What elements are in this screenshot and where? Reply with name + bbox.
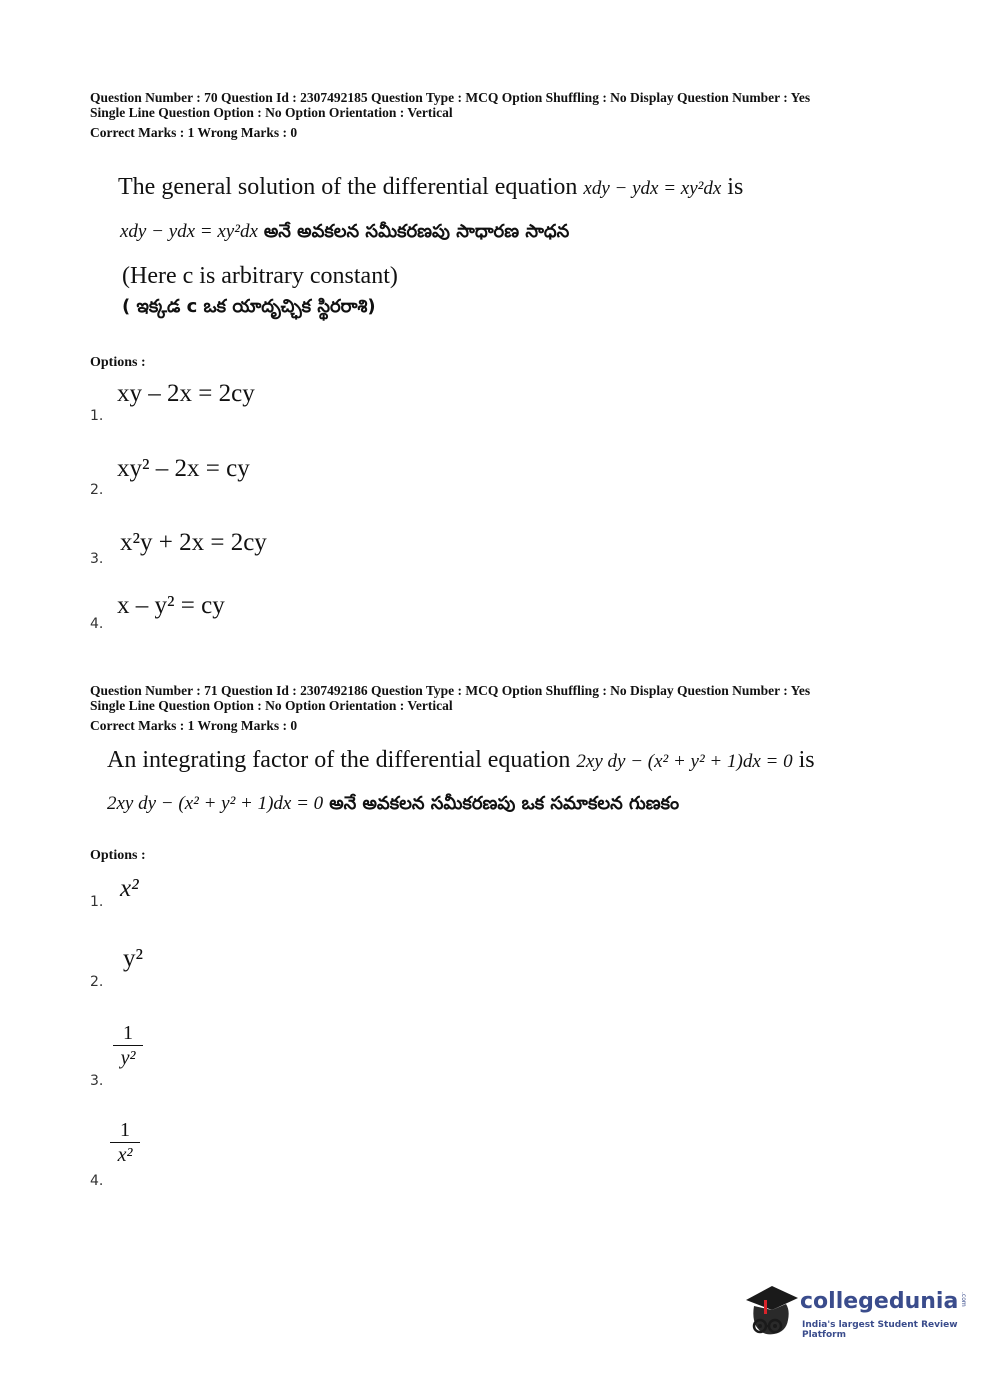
meta-line: Single Line Question Option : No Option Orientation : Vertical	[90, 105, 453, 120]
stem-text: The general solution of the differential equation	[118, 174, 578, 200]
fraction-numerator: 1	[123, 1022, 133, 1044]
option-text: y²	[123, 945, 143, 972]
question-stem-telugu	[120, 215, 569, 247]
logo-tagline: India's largest Student Review Platform	[802, 1320, 958, 1340]
stem-is: is	[798, 747, 815, 773]
question-meta	[90, 683, 970, 733]
equation: 2xy dy − (x² + y² + 1)dx = 0	[107, 793, 324, 814]
option-text: xy – 2x = 2cy	[117, 380, 255, 407]
stem-text: An integrating factor of the differential equation	[107, 747, 571, 773]
option-fraction	[113, 1022, 143, 1068]
option-text: x²	[120, 875, 139, 902]
meta-line: Question Number : 71 Question Id : 2307492186 Question Type : MCQ Option Shuffling : No Display Question Number : Yes	[90, 683, 811, 698]
meta-line: Single Line Question Option : No Option Orientation : Vertical	[90, 698, 453, 713]
graduate-mascot-icon	[742, 1284, 800, 1346]
question-stem	[118, 172, 743, 204]
equation: xdy − ydx = xy²dx	[583, 178, 722, 199]
option-2[interactable]	[0, 945, 600, 1005]
fraction-numerator: 1	[120, 1119, 130, 1141]
question-note: (Here c is arbitrary constant)	[122, 263, 398, 289]
equation: 2xy dy − (x² + y² + 1)dx = 0	[576, 751, 793, 772]
option-number: 4.	[90, 616, 104, 632]
option-number: 4.	[90, 1173, 104, 1189]
question-meta	[90, 90, 970, 140]
stem-telugu-text: అనే అవకలన సమీకరణపు సాధారణ సాధన	[263, 221, 570, 242]
option-text: xy² – 2x = cy	[117, 455, 250, 482]
stem-is: is	[727, 174, 744, 200]
option-text: x – y² = cy	[117, 592, 225, 619]
collegedunia-logo	[742, 1284, 972, 1346]
option-number: 2.	[90, 482, 104, 498]
option-2[interactable]	[0, 455, 600, 515]
fraction-denominator: x²	[117, 1144, 133, 1166]
logo-wordmark: collegedunia	[800, 1289, 959, 1314]
option-3[interactable]	[0, 529, 600, 589]
options-label: Options :	[90, 848, 146, 863]
option-number: 1.	[90, 408, 104, 424]
meta-line: Question Number : 70 Question Id : 2307492185 Question Type : MCQ Option Shuffling : No Display Question Number : Yes	[90, 90, 811, 105]
question-stem	[107, 745, 815, 777]
option-4[interactable]	[0, 1119, 600, 1189]
option-4[interactable]	[0, 592, 600, 652]
option-number: 2.	[90, 974, 104, 990]
option-1[interactable]	[0, 870, 600, 930]
stem-telugu-text: అనే అవకలన సమీకరణపు ఒక సమాకలన గుణకం	[329, 793, 680, 814]
question-stem-telugu	[107, 787, 679, 819]
meta-line: Correct Marks : 1 Wrong Marks : 0	[90, 125, 298, 140]
fraction-bar	[110, 1142, 140, 1143]
meta-line: Correct Marks : 1 Wrong Marks : 0	[90, 718, 298, 733]
options-label: Options :	[90, 355, 146, 370]
option-number: 1.	[90, 894, 104, 910]
option-fraction	[110, 1119, 140, 1165]
fraction-denominator: y²	[120, 1047, 136, 1069]
option-number: 3.	[90, 1073, 104, 1089]
equation: xdy − ydx = xy²dx	[120, 221, 258, 242]
logo-suffix: .com	[960, 1292, 967, 1307]
option-number: 3.	[90, 551, 104, 567]
fraction-bar	[113, 1045, 143, 1046]
question-note-telugu: ( ఇక్కడ c ఒక యాదృచ్ఛిక స్థిరరాశి)	[122, 296, 376, 317]
option-text: x²y + 2x = 2cy	[120, 529, 267, 556]
option-3[interactable]	[0, 1022, 600, 1092]
option-1[interactable]	[0, 380, 600, 440]
